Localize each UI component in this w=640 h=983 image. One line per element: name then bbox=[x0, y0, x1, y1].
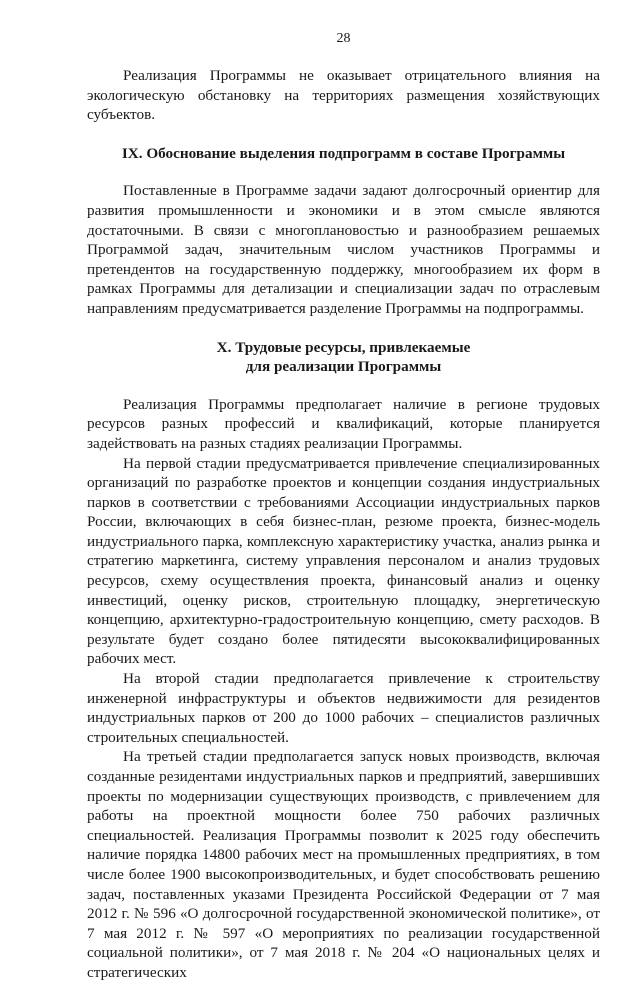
heading-line: X. Трудовые ресурсы, привлекаемые bbox=[216, 338, 471, 356]
paragraph-stage-one: На первой стадии предусматривается привлечение специализированных организаций по разработке проектов и концепции создания индустриальных парков в соответствии с требованиями Ассоциации индустриальных парков России, включающих в себя бизнес-план, резюме проекта, бизнес-модель индустриального парка, комплексную характеристику участка, анализ рынка и стратегию маркетинга, систему управления персоналом и анализ трудовых ресурсов, схему осуществления проекта, финансовый анализ и оценку инвестиций, оценку рисков, строительную площадку, энергетическую концепцию, архитектурно-градостроительную концепцию, смету расходов. В результате будет создано более пятидесяти высококвалифицированных рабочих мест. bbox=[87, 454, 600, 668]
paragraph-stage-two: На второй стадии предполагается привлечение к строительству инженерной инфраструктуры и объектов недвижимости для резидентов индустриальных парков от 200 до 1000 рабочих – специалистов различных строительных специальностей. bbox=[87, 670, 600, 746]
heading-line: для реализации Программы bbox=[245, 358, 442, 376]
spacer bbox=[87, 319, 600, 338]
section-heading-ix bbox=[87, 144, 600, 164]
paragraph-ecology: Реализация Программы не оказывает отрицательного влияния на экологическую обстановку на территориях размещения хозяйствующих субъектов. bbox=[87, 67, 600, 124]
heading-line: IX. Обоснование выделения подпрограмм в составе Программы bbox=[121, 144, 566, 162]
section-heading-x bbox=[87, 338, 600, 377]
paragraph-subprograms: Поставленные в Программе задачи задают долгосрочный ориентир для развития промышленности и экономики и в этом смысле являются достаточными. В связи с многоплановостью и разнообразием решаемых Программой задач, значительным числом участников Программы и претендентов на государственную поддержку, многообразием их форм в рамках Программы для детализации и специализации задач по отраслевым направлениям предусматривается разделение Программы на подпрограммы. bbox=[87, 182, 600, 317]
paragraph-stage-three: На третьей стадии предполагается запуск новых производств, включая созданные резидентами индустриальных парков и предприятий, завершивших проекты по модернизации существующих производств, с привлечением для работы на проектной мощности более 750 рабочих различных специальностей. Реализация Программы позволит к 2025 году обеспечить наличие порядка 14800 рабочих мест на промышленных предприятиях, в том числе более 1900 высокопроизводительных, и будет способствовать решению задач, поставленных указами Президента Российской Федерации от 7 мая 2012 г. № 596 «О долгосрочной государственной экономической политике», от 7 мая 2012 г. № 597 «О мероприятиях по реализации государственной социальной политики», от 7 мая 2018 г. № 204 «О национальных целях и стратегических bbox=[87, 748, 600, 981]
paragraph-labor-resources: Реализация Программы предполагает наличие в регионе трудовых ресурсов разных профессий и квалификаций, которые планируется задействовать на разных стадиях реализации Программы. bbox=[87, 395, 600, 452]
page-number: 28 bbox=[336, 31, 351, 46]
spacer bbox=[87, 125, 600, 144]
spacer bbox=[87, 377, 600, 395]
spacer bbox=[87, 163, 600, 181]
